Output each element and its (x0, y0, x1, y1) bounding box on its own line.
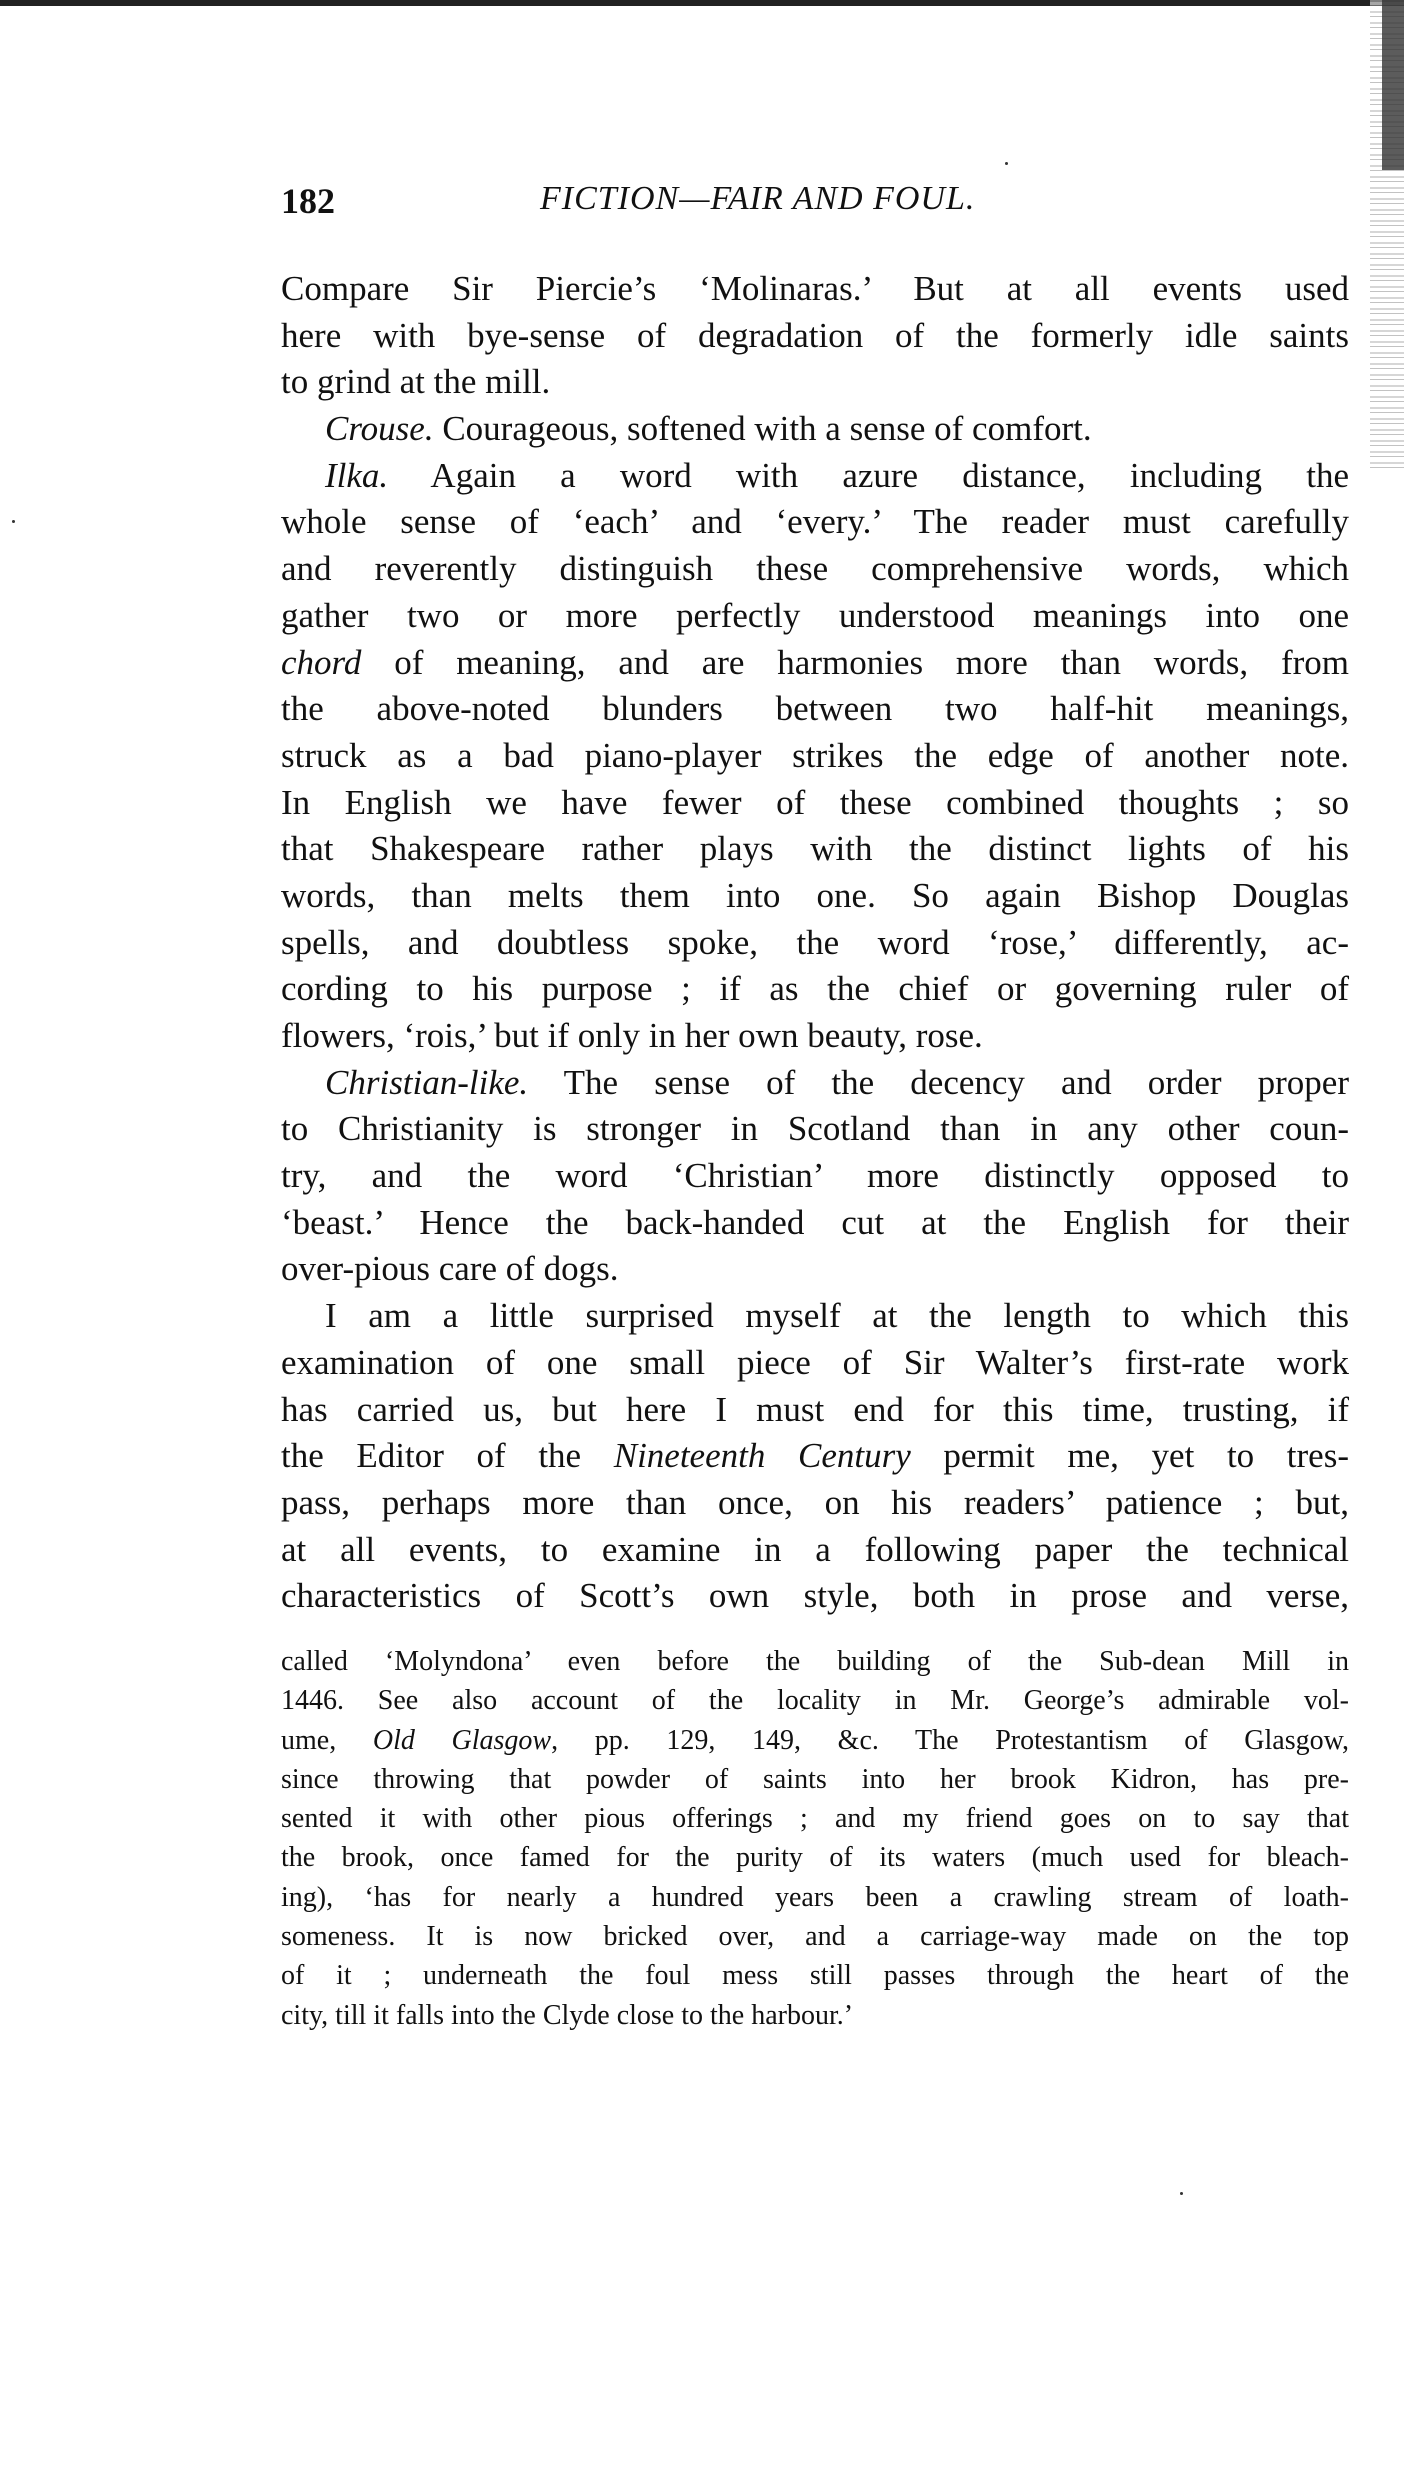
text-run: ing), ‘has for nearly a hundred years been a crawling stream of loath- (281, 1881, 1349, 1913)
text-run: Again a word with azure distance, including the (388, 455, 1349, 495)
footnote-line (281, 1917, 1349, 1956)
footnote-line (281, 1996, 1349, 2035)
body-line (281, 313, 1349, 360)
scan-top-border (0, 0, 1404, 6)
body-line (281, 1387, 1349, 1434)
text-run: Compare Sir Piercie’s ‘Molinaras.’ But at all events used (281, 269, 1349, 308)
body-line (281, 640, 1349, 687)
text-run: someness. It is now bricked over, and a carriage-way made on the top (281, 1921, 1349, 1953)
text-run: sented it with other pious offerings ; and my friend goes on to say that (281, 1803, 1349, 1835)
text-run: examination of one small piece of Sir Walter’s first-rate work (281, 1342, 1349, 1382)
text-run: that Shakespeare rather plays with the distinct lights of his (281, 829, 1349, 869)
text-run: ume, (281, 1724, 373, 1756)
body-line (281, 780, 1349, 827)
text-run: try, and the word ‘Christian’ more distinctly opposed to (281, 1156, 1349, 1196)
body-line (281, 1480, 1349, 1527)
scan-speck (12, 520, 15, 523)
body-line (281, 1527, 1349, 1574)
text-run: the Editor of the (281, 1436, 614, 1476)
text-run: Courageous, softened with a sense of comfort. (433, 409, 1092, 449)
italic-text: Christian-like. (325, 1062, 529, 1102)
body-line (281, 593, 1349, 640)
italic-text: Nineteenth Century (613, 1436, 911, 1476)
body-line (281, 546, 1349, 593)
italic-text: Old Glasgow (372, 1724, 552, 1756)
body-line (281, 1293, 1349, 1340)
text-run: pass, perhaps more than once, on his readers’ patience ; but, (281, 1482, 1349, 1522)
running-title: FICTION—FAIR AND FOUL. (540, 180, 976, 217)
body-line (281, 920, 1349, 967)
text-run: cording to his purpose ; if as the chief or governing ruler of (281, 969, 1349, 1009)
body-line (281, 359, 1349, 406)
footnote-line (281, 1681, 1349, 1720)
footnote-line (281, 1799, 1349, 1838)
text-run: permit me, yet to tres- (910, 1436, 1349, 1476)
body-line (281, 733, 1349, 780)
footnote-line (281, 1956, 1349, 1995)
text-run: and reverently distinguish these comprehensive words, which (281, 549, 1349, 589)
text-run: whole sense of ‘each’ and ‘every.’ The reader must carefully (281, 502, 1349, 542)
text-run: here with bye-sense of degradation of the formerly idle saints (281, 315, 1349, 355)
text-run: ‘beast.’ Hence the back-handed cut at the English for their (281, 1202, 1349, 1242)
text-run: , pp. 129, 149, &c. The Protestantism of Glasgow, (551, 1724, 1349, 1756)
text-run: to grind at the mill. (281, 362, 551, 402)
footnote-line (281, 1721, 1349, 1760)
body-text (281, 266, 1349, 1620)
footnote (281, 1642, 1349, 2035)
body-line (281, 453, 1349, 500)
footnote-line (281, 1642, 1349, 1681)
body-line (281, 686, 1349, 733)
text-run: called ‘Molyndona’ even before the building of the Sub-dean Mill in (281, 1646, 1349, 1677)
text-run: In English we have fewer of these combined thoughts ; so (281, 782, 1349, 822)
text-run: 1446. See also account of the locality in Mr. George’s admirable vol- (281, 1685, 1349, 1717)
body-line (281, 499, 1349, 546)
text-run: gather two or more perfectly understood meanings into one (281, 595, 1349, 635)
text-run: at all events, to examine in a following paper the technical (281, 1529, 1349, 1569)
body-line (281, 1060, 1349, 1107)
text-run: the brook, once famed for the purity of its waters (much used for bleach- (281, 1842, 1349, 1874)
text-run: flowers, ‘rois,’ but if only in her own beauty, rose. (281, 1016, 983, 1055)
footnote-line (281, 1838, 1349, 1877)
text-run: the above-noted blunders between two half-hit meanings, (281, 689, 1349, 729)
body-line (281, 406, 1349, 453)
page-edge-dark (1382, 0, 1404, 170)
text-run: struck as a bad piano-player strikes the edge of another note. (281, 735, 1349, 775)
italic-text: Crouse. (325, 409, 434, 449)
scan-speck (1180, 2192, 1183, 2195)
body-line (281, 1246, 1349, 1293)
body-line (281, 1573, 1349, 1620)
body-line (281, 1200, 1349, 1247)
body-line (281, 966, 1349, 1013)
page-number: 182 (281, 181, 335, 221)
text-run: spells, and doubtless spoke, the word ‘rose,’ differently, ac- (281, 922, 1349, 962)
body-line (281, 826, 1349, 873)
footnote-line (281, 1760, 1349, 1799)
italic-text: chord (281, 642, 362, 682)
text-run: over-pious care of dogs. (281, 1249, 619, 1289)
footnote-line (281, 1878, 1349, 1917)
text-run: words, than melts them into one. So again Bishop Douglas (281, 875, 1349, 915)
text-run: characteristics of Scott’s own style, both in prose and verse, (281, 1576, 1349, 1616)
body-line (281, 1433, 1349, 1480)
scan-speck (1005, 162, 1008, 165)
text-run: has carried us, but here I must end for this time, trusting, if (281, 1389, 1349, 1429)
text-run: I am a little surprised myself at the length to which this (325, 1296, 1349, 1336)
body-line (281, 1153, 1349, 1200)
text-run: The sense of the decency and order proper (528, 1062, 1349, 1102)
body-line (281, 1106, 1349, 1153)
text-run: since throwing that powder of saints into her brook Kidron, has pre- (281, 1763, 1349, 1795)
body-line (281, 873, 1349, 920)
text-run: city, till it falls into the Clyde close to the harbour.’ (281, 1999, 854, 2031)
body-line (281, 1340, 1349, 1387)
text-run: to Christianity is stronger in Scotland than in any other coun- (281, 1109, 1349, 1149)
body-line (281, 266, 1349, 313)
body-line (281, 1013, 1349, 1060)
text-run: of meaning, and are harmonies more than words, from (361, 642, 1349, 682)
text-run: of it ; underneath the foul mess still passes through the heart of the (281, 1960, 1349, 1992)
italic-text: Ilka. (325, 455, 389, 495)
